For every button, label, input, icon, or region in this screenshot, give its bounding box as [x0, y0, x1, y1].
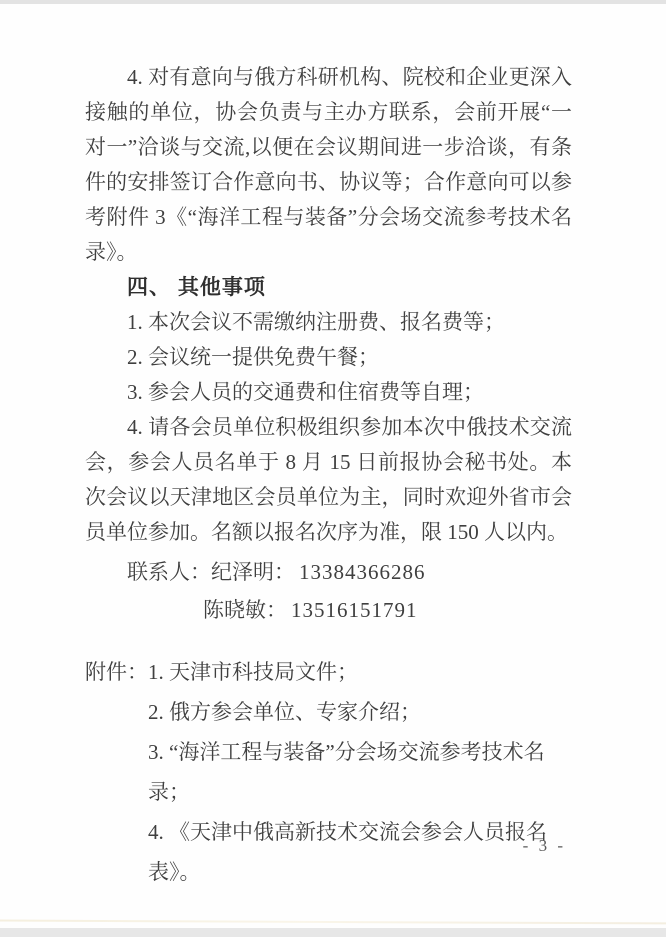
attachment-item-3: 3. “海洋工程与装备”分会场交流参考技术名录； [148, 740, 545, 804]
attachment-item-2: 2. 俄方参会单位、专家介绍； [148, 700, 421, 724]
list-item-fees: 1. 本次会议不需缴纳注册费、报名费等； [127, 310, 505, 334]
page-number: - 3 - [522, 836, 566, 855]
scan-artifact-line [0, 919, 666, 924]
contact-name-1: 纪泽明： [211, 560, 295, 584]
attachment-item-4: 4. 《天津中俄高新技术交流会参会人员报名表》。 [148, 820, 547, 884]
contact-line-2 [85, 591, 572, 629]
list-item-travel: 3. 参会人员的交通费和住宿费等自理； [127, 380, 484, 404]
contact-name-2: 陈晓敏： [203, 598, 287, 622]
attachment-item-1: 1. 天津市科技局文件； [148, 660, 358, 684]
contact-block [85, 553, 572, 629]
scan-edge-top [0, 0, 666, 4]
contact-label: 联系人： [127, 560, 211, 584]
list-item-lunch: 2. 会议统一提供免费午餐； [127, 345, 379, 369]
attachments-list [148, 652, 572, 892]
attachments-label: 附件： [85, 660, 148, 684]
document-body [85, 60, 572, 892]
contact-phone-2: 13516151791 [291, 598, 418, 622]
paragraph-cooperation-intent: 4. 对有意向与俄方科研机构、院校和企业更深入接触的单位，协会负责与主办方联系，会前开展“一对一”洽谈与交流,以便在会议期间进一步洽谈，有条件的安排签订合作意向书、协议等；合作意向可以参考附件 3《“海洋工程与装备”分会场交流参考技术名录》。 [85, 65, 572, 264]
contact-phone-1: 13384366286 [299, 560, 426, 584]
contact-line-1 [85, 553, 572, 591]
paragraph-registration: 4. 请各会员单位积极组织参加本次中俄技术交流会，参会人员名单于 8 月 15 日前报协会秘书处。本次会议以天津地区会员单位为主，同时欢迎外省市会员单位参加。名额以报名次序为准，限 150 人以内。 [85, 415, 572, 544]
scan-edge-bottom [0, 928, 666, 937]
section-heading-other-matters: 四、 其他事项 [127, 276, 266, 299]
attachments-block [85, 652, 572, 892]
